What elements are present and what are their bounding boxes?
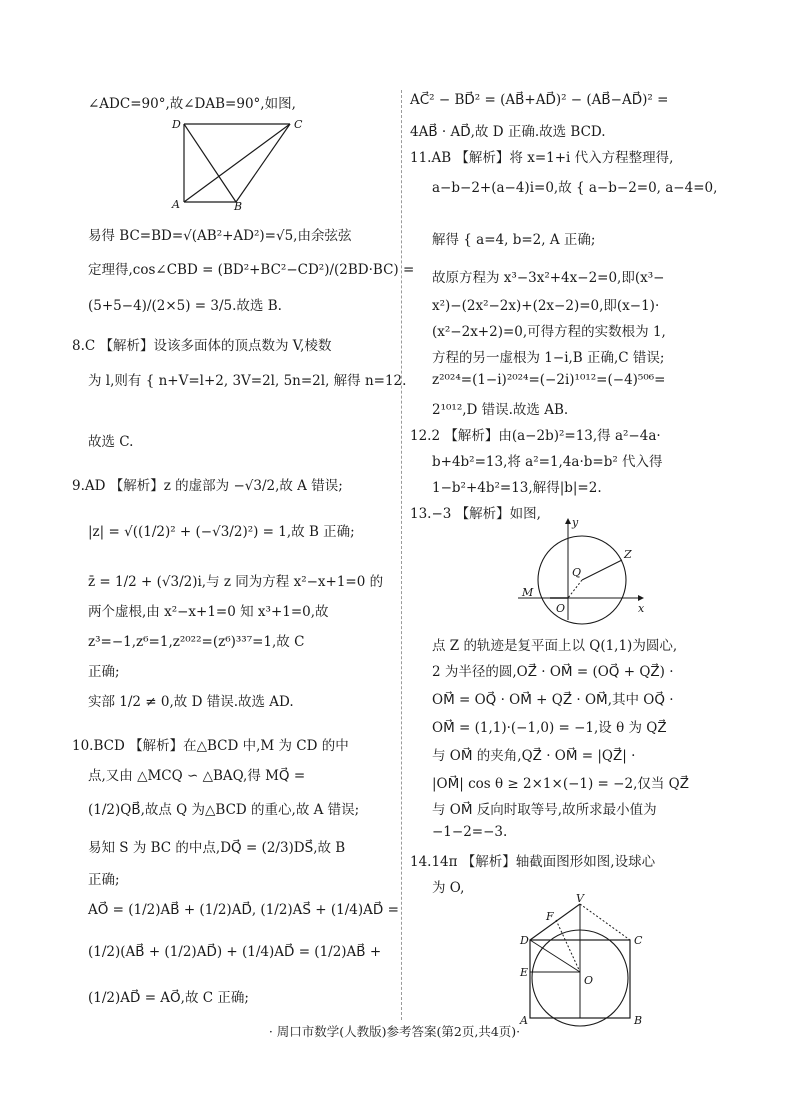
- answer-13: 13.−3 【解析】如图,: [410, 506, 541, 522]
- label-f: F: [546, 910, 554, 923]
- text-line: (1/2)QB⃗,故点 Q 为△BCD 的重心,故 A 错误;: [88, 802, 360, 818]
- text-line: 正确;: [88, 664, 120, 680]
- answer-11: 11.AB 【解析】将 x=1+i 代入方程整理得,: [410, 150, 674, 166]
- text-line: 易得 BC=BD=√(AB²+AD²)=√5,由余弦弦: [88, 228, 352, 244]
- text-line: 2¹⁰¹²,D 错误.故选 AB.: [432, 402, 569, 418]
- label-c: C: [294, 118, 303, 131]
- text-line: −1−2=−3.: [432, 824, 508, 840]
- text-line: z̄ = 1/2 + (√3/2)i,与 z 同为方程 x²−x+1=0 的: [88, 574, 384, 590]
- text-line: 故选 C.: [88, 434, 134, 450]
- text-line: ∠ADC=90°,故∠DAB=90°,如图,: [88, 96, 296, 112]
- label-b: B: [634, 1014, 643, 1027]
- text-line: 为 O,: [432, 880, 465, 896]
- text-line: 故原方程为 x³−3x²+4x−2=0,即(x³−: [432, 270, 665, 286]
- text-line: z²⁰²⁴=(1−i)²⁰²⁴=(−2i)¹⁰¹²=(−4)⁵⁰⁶=: [432, 372, 666, 388]
- text-line: (1/2)(AB⃗ + (1/2)AD⃗) + (1/4)AD⃗ = (1/2)AB⃗ +: [88, 944, 382, 960]
- column-divider: [401, 90, 402, 1020]
- complex-plane-figure: [510, 514, 650, 624]
- text-line: 点,又由 △MCQ ∽ △BAQ,得 MQ⃗ =: [88, 768, 306, 784]
- text-line: 与 OM⃗ 反向时取等号,故所求最小值为: [432, 802, 657, 818]
- answer-10: 10.BCD 【解析】在△BCD 中,M 为 CD 的中: [72, 738, 349, 754]
- text-line: x²)−(2x²−2x)+(2x−2)=0,即(x−1)·: [432, 298, 660, 314]
- text-line: (5+5−4)/(2×5) = 3/5.故选 B.: [88, 298, 282, 314]
- text-line: 解得 { a=4, b=2, A 正确;: [432, 232, 596, 248]
- text-line: 1−b²+4b²=13,解得|b|=2.: [432, 480, 602, 496]
- text-line: (x²−2x+2)=0,可得方程的实数根为 1,: [432, 324, 666, 340]
- label-y: y: [572, 516, 579, 529]
- answer-9: 9.AD 【解析】z 的虚部为 −√3/2,故 A 错误;: [72, 478, 343, 494]
- text-line: 点 Z 的轨迹是复平面上以 Q(1,1)为圆心,: [432, 638, 678, 654]
- text-line: 为 l,则有 { n+V=l+2, 3V=2l, 5n=2l, 解得 n=12.: [88, 373, 407, 389]
- label-v: V: [576, 892, 584, 905]
- label-e: E: [520, 966, 529, 979]
- text-line: a−b−2+(a−4)i=0,故 { a−b−2=0, a−4=0,: [432, 180, 718, 196]
- label-d: D: [172, 118, 181, 131]
- text-line: OM⃗ = (1,1)·(−1,0) = −1,设 θ 为 QZ⃗: [432, 720, 667, 736]
- label-b: B: [234, 200, 243, 213]
- text-line: 4AB⃗ · AD⃗,故 D 正确.故选 BCD.: [410, 124, 606, 140]
- label-o: O: [556, 602, 566, 615]
- label-d: D: [520, 934, 529, 947]
- text-line: AO⃗ = (1/2)AB⃗ + (1/2)AD⃗, (1/2)AS⃗ + (1/4)AD⃗ =: [88, 902, 399, 918]
- label-a: A: [172, 198, 180, 211]
- text-line: OM⃗ = OQ⃗ · OM⃗ + QZ⃗ · OM⃗,其中 OQ⃗ ·: [432, 692, 674, 708]
- text-line: |z| = √((1/2)² + (−√3/2)²) = 1,故 B 正确;: [88, 524, 355, 540]
- text-line: 2 为半径的圆,OZ⃗ · OM⃗ = (OQ⃗ + QZ⃗) ·: [432, 664, 674, 680]
- text-line: |OM⃗| cos θ ≥ 2×1×(−1) = −2,仅当 QZ⃗: [432, 776, 689, 792]
- label-a: A: [520, 1014, 528, 1027]
- text-line: 定理得,cos∠CBD = (BD²+BC²−CD²)/(2BD·BC) =: [88, 262, 415, 278]
- page-footer: · 周口市数学(人教版)参考答案(第2页,共4页)·: [268, 1024, 521, 1039]
- text-line: 正确;: [88, 872, 120, 888]
- answer-12: 12.2 【解析】由(a−2b)²=13,得 a²−4a·: [410, 428, 661, 444]
- axial-section-figure: [506, 892, 646, 1027]
- text-line: AC⃗² − BD⃗² = (AB⃗+AD⃗)² − (AB⃗−AD⃗)² =: [410, 92, 669, 108]
- label-z: Z: [624, 548, 632, 561]
- text-line: b+4b²=13,将 a²=1,4a·b=b² 代入得: [432, 454, 663, 470]
- text-line: 方程的另一虚根为 1−i,B 正确,C 错误;: [432, 350, 665, 366]
- label-q: Q: [572, 566, 582, 579]
- text-line: 易知 S 为 BC 的中点,DQ⃗ = (2/3)DS⃗,故 B: [88, 840, 346, 856]
- label-o: O: [584, 974, 594, 987]
- text-line: 实部 1/2 ≠ 0,故 D 错误.故选 AD.: [88, 694, 294, 710]
- text-line: 两个虚根,由 x²−x+1=0 知 x³+1=0,故: [88, 604, 329, 620]
- answer-14: 14.14π 【解析】轴截面图形如图,设球心: [410, 854, 656, 870]
- answer-8: 8.C 【解析】设该多面体的顶点数为 V,棱数: [72, 338, 332, 354]
- text-line: z³=−1,z⁶=1,z²⁰²²=(z⁶)³³⁷=1,故 C: [88, 634, 305, 650]
- text-line: 与 OM⃗ 的夹角,QZ⃗ · OM⃗ = |QZ⃗| ·: [432, 748, 636, 764]
- text-line: (1/2)AD⃗ = AO⃗,故 C 正确;: [88, 990, 249, 1006]
- label-c: C: [634, 934, 643, 947]
- quadrilateral-figure: [168, 118, 308, 213]
- label-x: x: [638, 602, 645, 615]
- label-m: M: [522, 586, 534, 599]
